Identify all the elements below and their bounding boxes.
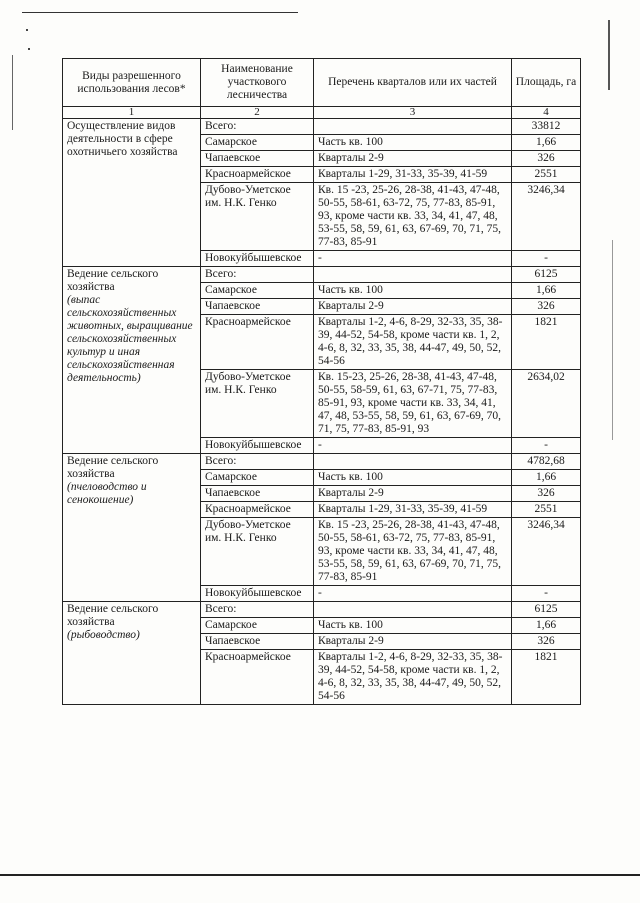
total-area: 6125 [512, 267, 581, 283]
forestry-name: Красноармейское [201, 167, 314, 183]
column-number: 4 [512, 107, 581, 119]
quarters-list: Кварталы 2-9 [314, 151, 512, 167]
forestry-name: Красноармейское [201, 502, 314, 518]
group-total-row [63, 602, 581, 618]
group-total-row [63, 454, 581, 470]
scan-edge-mark [612, 240, 613, 440]
use-type-detail: (выпас сельскохозяйственных животных, выращивание сельскохозяйственных культур и иная сельскохозяйственная деятельность) [67, 294, 193, 384]
use-type-cell [63, 454, 201, 602]
quarters-list: Кв. 15 -23, 25-26, 28-38, 41-43, 47-48, 50-55, 58-61, 63-72, 75, 77-83, 85-91, 93, кроме части кв. 33, 34, 41, 47, 48, 53-55, 58, 59, 61, 63, 67-69, 70, 71, 75, 77-83, 85-91 [314, 183, 512, 251]
quarters-list: Кварталы 2-9 [314, 299, 512, 315]
scan-edge-mark [608, 20, 610, 90]
forestry-name: Дубово-Уметское им. Н.К. Генко [201, 183, 314, 251]
area-value: 1,66 [512, 470, 581, 486]
quarters-list: Кварталы 1-29, 31-33, 35-39, 41-59 [314, 167, 512, 183]
quarters-list: Кварталы 1-29, 31-33, 35-39, 41-59 [314, 502, 512, 518]
quarters-list: Часть кв. 100 [314, 470, 512, 486]
scan-mark [28, 48, 30, 50]
area-value: - [512, 251, 581, 267]
forestry-name: Самарское [201, 470, 314, 486]
use-type-label: Ведение сельского хозяйства [67, 603, 159, 628]
quarters-list: Кварталы 2-9 [314, 486, 512, 502]
quarters-list: - [314, 438, 512, 454]
scan-mark [26, 29, 28, 31]
area-value: 2634,02 [512, 370, 581, 438]
column-number: 2 [201, 107, 314, 119]
column-number: 3 [314, 107, 512, 119]
total-label: Всего: [201, 602, 314, 618]
quarters-list: Часть кв. 100 [314, 135, 512, 151]
use-type-cell [63, 119, 201, 267]
total-label: Всего: [201, 267, 314, 283]
quarters-list: Кварталы 1-2, 4-6, 8-29, 32-33, 35, 38-39, 44-52, 54-58, кроме части кв. 1, 2, 4-6, 8, 32, 33, 35, 38, 44-47, 49, 50, 52, 54-56 [314, 315, 512, 370]
quarters-list: - [314, 586, 512, 602]
header-quarters: Перечень кварталов или их частей [314, 59, 512, 107]
scan-edge-mark [12, 55, 13, 130]
forestry-name: Чапаевское [201, 634, 314, 650]
area-value: - [512, 438, 581, 454]
column-number-row [63, 107, 581, 119]
total-label: Всего: [201, 119, 314, 135]
header-use-type: Виды разрешенного использования лесов* [63, 59, 201, 107]
area-value: 326 [512, 634, 581, 650]
area-value: 2551 [512, 167, 581, 183]
area-value: 1821 [512, 650, 581, 705]
total-label: Всего: [201, 454, 314, 470]
forestry-name: Дубово-Уметское им. Н.К. Генко [201, 518, 314, 586]
use-type-detail: (пчеловодство и сенокошение) [67, 481, 147, 506]
total-area: 4782,68 [512, 454, 581, 470]
area-value: 326 [512, 299, 581, 315]
forestry-name: Самарское [201, 618, 314, 634]
use-type-label: Осуществление видов деятельности в сфере охотничьего хозяйства [67, 120, 178, 158]
forestry-name: Чапаевское [201, 299, 314, 315]
quarters-list: Кв. 15-23, 25-26, 28-38, 41-43, 47-48, 50-55, 58-59, 61, 63, 67-71, 75, 77-83, 85-91, 93, кроме части кв. 33, 34, 41, 47, 48, 53-55, 58, 59, 61, 63, 67-69, 70, 71, 75, 77-83, 85-91, 93 [314, 370, 512, 438]
total-area: 33812 [512, 119, 581, 135]
area-value: 1821 [512, 315, 581, 370]
forestry-name: Самарское [201, 135, 314, 151]
forestry-name: Новокуйбышевское [201, 251, 314, 267]
use-type-label: Ведение сельского хозяйства [67, 268, 159, 293]
forest-use-table [62, 58, 581, 705]
use-type-detail: (рыбоводство) [67, 629, 140, 641]
total-quarters-empty [314, 602, 512, 618]
forestry-name: Чапаевское [201, 151, 314, 167]
area-value: 1,66 [512, 135, 581, 151]
total-area: 6125 [512, 602, 581, 618]
use-type-cell [63, 602, 201, 705]
area-value: 1,66 [512, 618, 581, 634]
total-quarters-empty [314, 119, 512, 135]
area-value: 1,66 [512, 283, 581, 299]
quarters-list: Часть кв. 100 [314, 283, 512, 299]
area-value: 2551 [512, 502, 581, 518]
quarters-list: Кварталы 1-2, 4-6, 8-29, 32-33, 35, 38-39, 44-52, 54-58, кроме части кв. 1, 2, 4-6, 8, 32, 33, 35, 38, 44-47, 49, 50, 52, 54-56 [314, 650, 512, 705]
forestry-name: Дубово-Уметское им. Н.К. Генко [201, 370, 314, 438]
header-forestry-name: Наименование участкового лесничества [201, 59, 314, 107]
forestry-name: Самарское [201, 283, 314, 299]
top-rule [22, 12, 298, 13]
use-type-cell [63, 267, 201, 454]
column-number: 1 [63, 107, 201, 119]
use-type-label: Ведение сельского хозяйства [67, 455, 159, 480]
area-value: 3246,34 [512, 518, 581, 586]
area-value: 326 [512, 486, 581, 502]
header-area: Площадь, га [512, 59, 581, 107]
area-value: 3246,34 [512, 183, 581, 251]
forestry-name: Новокуйбышевское [201, 438, 314, 454]
area-value: - [512, 586, 581, 602]
quarters-list: - [314, 251, 512, 267]
bottom-rule [0, 874, 640, 876]
quarters-list: Часть кв. 100 [314, 618, 512, 634]
group-total-row [63, 119, 581, 135]
total-quarters-empty [314, 267, 512, 283]
forestry-name: Чапаевское [201, 486, 314, 502]
quarters-list: Кв. 15 -23, 25-26, 28-38, 41-43, 47-48, 50-55, 58-61, 63-72, 75, 77-83, 85-91, 93, кроме части кв. 33, 34, 41, 47, 48, 53-55, 58, 59, 61, 63, 67-69, 70, 71, 75, 77-83, 85-91 [314, 518, 512, 586]
total-quarters-empty [314, 454, 512, 470]
forestry-name: Красноармейское [201, 315, 314, 370]
group-total-row [63, 267, 581, 283]
forestry-name: Новокуйбышевское [201, 586, 314, 602]
table-header-row [63, 59, 581, 107]
area-value: 326 [512, 151, 581, 167]
quarters-list: Кварталы 2-9 [314, 634, 512, 650]
forestry-name: Красноармейское [201, 650, 314, 705]
